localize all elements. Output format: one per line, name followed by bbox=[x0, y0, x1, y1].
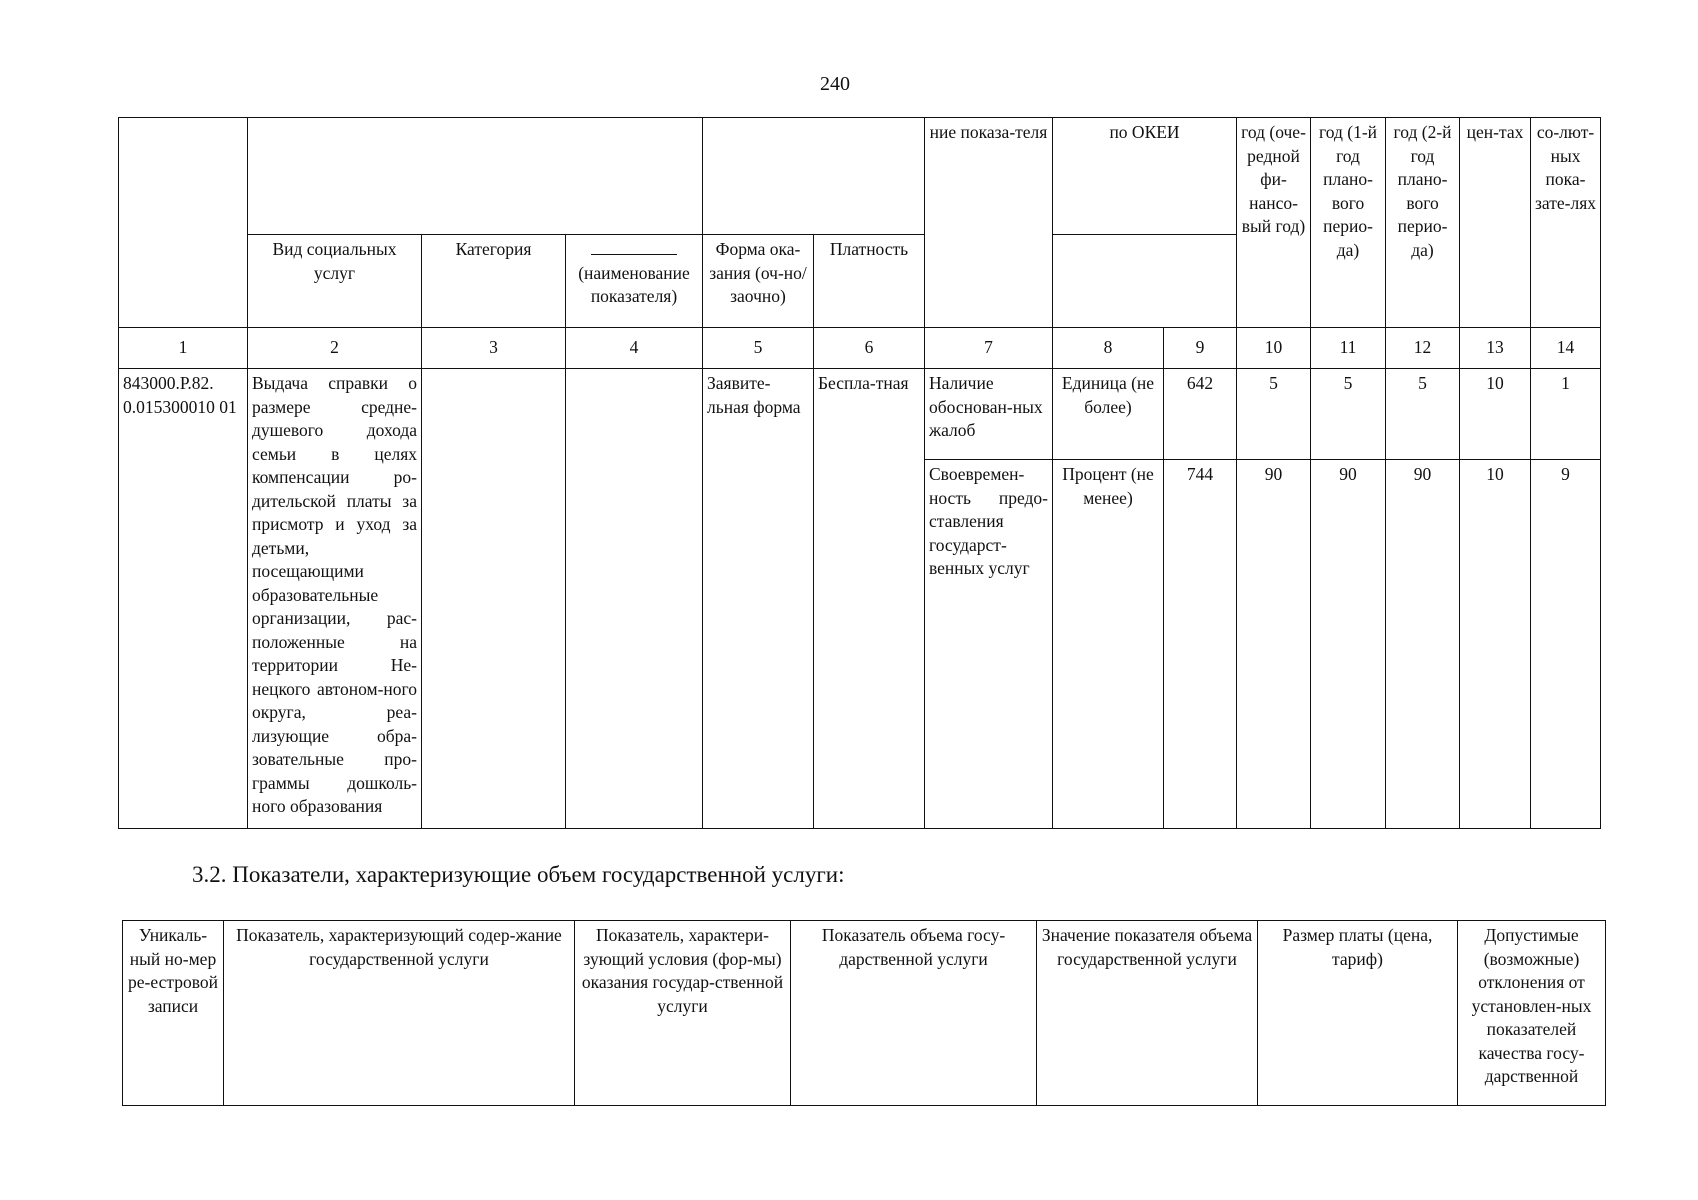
quality-indicators-table bbox=[118, 117, 1601, 829]
deviation-percent: 10 bbox=[1460, 460, 1531, 829]
header-okei: по ОКЕИ bbox=[1053, 118, 1237, 235]
value-year-current: 5 bbox=[1237, 369, 1311, 460]
header-conditions-group-blank bbox=[703, 118, 925, 235]
unit-code: 744 bbox=[1164, 460, 1237, 829]
header-year-current: год (оче-редной фи-нансо-вый год) bbox=[1237, 118, 1311, 328]
header-percent: цен-тах bbox=[1460, 118, 1531, 328]
indicator-name: Наличие обоснован-ных жалоб bbox=[925, 369, 1053, 460]
header-indicator-name-4-text: (наименование показателя) bbox=[578, 262, 690, 306]
header-year-2: год (2-й год плано-вого перио-да) bbox=[1386, 118, 1460, 328]
deviation-absolute: 1 bbox=[1531, 369, 1601, 460]
col-number: 2 bbox=[248, 328, 422, 369]
header-volume-value: Значение показателя объема государственной услуги bbox=[1037, 921, 1258, 1106]
col-number: 13 bbox=[1460, 328, 1531, 369]
col-number: 4 bbox=[566, 328, 703, 369]
unit-code: 642 bbox=[1164, 369, 1237, 460]
content-indicator-cell bbox=[566, 369, 703, 829]
category-cell bbox=[422, 369, 566, 829]
header-category: Категория bbox=[422, 235, 566, 328]
header-indicator-name-4 bbox=[566, 235, 703, 328]
deviation-percent: 10 bbox=[1460, 369, 1531, 460]
header-content-group-blank bbox=[248, 118, 703, 235]
col-number: 11 bbox=[1311, 328, 1386, 369]
col-number: 8 bbox=[1053, 328, 1164, 369]
header-conditions-indicator: Показатель, характери-зующий условия (фор-мы) оказания государ-ственной услуги bbox=[575, 921, 791, 1106]
unit-name: Процент (не менее) bbox=[1053, 460, 1164, 829]
value-year-current: 90 bbox=[1237, 460, 1311, 829]
service-description: Выдача справки о размере средне-душевого дохода семьи в целях компенсации ро-дительской платы за присмотр и уход за детьми, посещающими образовательные организации, рас-положенные на территории Не-нецкого автоном-ного округа, реа-лизующие обра-зовательные про-граммы дошколь-ного образования bbox=[248, 369, 422, 829]
unit-name: Единица (не более) bbox=[1053, 369, 1164, 460]
col-number: 9 bbox=[1164, 328, 1237, 369]
col-number: 3 bbox=[422, 328, 566, 369]
col-number: 7 bbox=[925, 328, 1053, 369]
col-number: 5 bbox=[703, 328, 814, 369]
header-year-1: год (1-й год плано-вого перио-да) bbox=[1311, 118, 1386, 328]
header-allowed-deviations: Допустимые (возможные) отклонения от установлен-ных показателей качества госу-дарственной bbox=[1458, 921, 1606, 1106]
header-indicator-name: ние показа-теля bbox=[925, 118, 1053, 328]
header-col1-blank bbox=[119, 118, 248, 328]
header-service-type: Вид социальных услуг bbox=[248, 235, 422, 328]
value-year-2: 90 bbox=[1386, 460, 1460, 829]
value-year-2: 5 bbox=[1386, 369, 1460, 460]
col-number: 10 bbox=[1237, 328, 1311, 369]
deviation-absolute: 9 bbox=[1531, 460, 1601, 829]
value-year-1: 90 bbox=[1311, 460, 1386, 829]
value-year-1: 5 bbox=[1311, 369, 1386, 460]
header-content-indicator: Показатель, характеризующий содер-жание государственной услуги bbox=[224, 921, 575, 1106]
header-registry-number: Уникаль-ный но-мер ре-естровой записи bbox=[123, 921, 224, 1106]
payment-type: Беспла-тная bbox=[814, 369, 925, 829]
header-volume-indicator: Показатель объема госу-дарственной услуги bbox=[791, 921, 1037, 1106]
header-fee: Размер платы (цена, тариф) bbox=[1258, 921, 1458, 1106]
header-form: Форма ока-зания (оч-но/заочно) bbox=[703, 235, 814, 328]
col-number: 14 bbox=[1531, 328, 1601, 369]
indicator-name: Своевремен-ность предо-ставления государст-венных услуг bbox=[925, 460, 1053, 829]
col-number: 6 bbox=[814, 328, 925, 369]
col-number: 1 bbox=[119, 328, 248, 369]
blank-line bbox=[591, 244, 677, 255]
section-heading: 3.2. Показатели, характеризующие объем государственной услуги: bbox=[192, 862, 845, 887]
form-of-provision: Заявите-льная форма bbox=[703, 369, 814, 829]
registry-number: 843000.Р.82. 0.015300010 01 bbox=[119, 369, 248, 829]
page-number: 240 bbox=[820, 73, 850, 95]
volume-indicators-table bbox=[122, 920, 1606, 1106]
header-payment: Платность bbox=[814, 235, 925, 328]
col-number: 12 bbox=[1386, 328, 1460, 369]
header-absolute: со-лют-ных пока-зате-лях bbox=[1531, 118, 1601, 328]
